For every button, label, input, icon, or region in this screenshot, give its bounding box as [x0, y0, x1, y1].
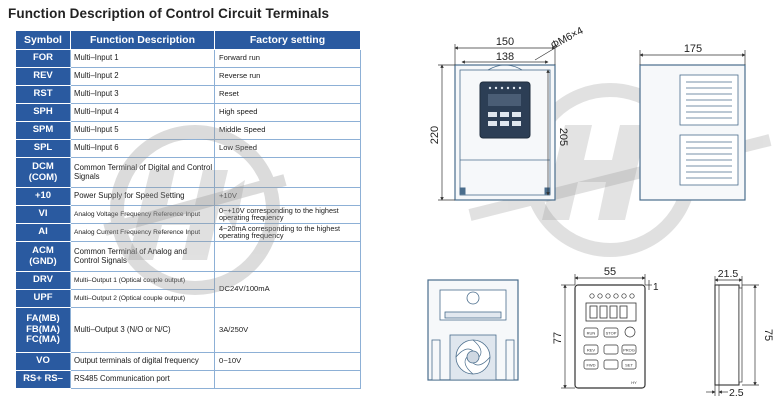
setting-cell: [215, 371, 361, 389]
terminal-table: [15, 30, 361, 389]
page-title: Function Description of Control Circuit Terminals: [8, 6, 330, 21]
symbol-cell: UPF: [16, 290, 71, 308]
function-cell: Common Terminal of Digital and Control Signals: [71, 158, 215, 188]
header-setting: Factory setting: [215, 31, 361, 50]
dim-keypad-bezel-label: 2.5: [729, 387, 744, 399]
table-row: [16, 224, 361, 242]
function-cell: Multi–Input 6: [71, 140, 215, 158]
dim-height-label: 220: [429, 125, 441, 145]
function-cell: Common Terminal of Analog and Control Signals: [71, 242, 215, 272]
keypad-side: [715, 285, 742, 385]
symbol-cell: FOR: [16, 50, 71, 68]
symbol-cell: +10: [16, 188, 71, 206]
symbol-cell: SPH: [16, 104, 71, 122]
function-cell: Multi–Input 2: [71, 68, 215, 86]
bottom-view: [428, 280, 518, 380]
setting-cell: +10V: [215, 188, 361, 206]
function-cell: Multi–Input 5: [71, 122, 215, 140]
table-row: [16, 242, 361, 272]
dim-inner-width-label: 138: [495, 51, 515, 63]
table-row: [16, 86, 361, 104]
table-row: [16, 68, 361, 86]
setting-cell: 3A/250V: [215, 308, 361, 353]
keypad-set-button: SET: [625, 362, 633, 368]
symbol-cell: REV: [16, 68, 71, 86]
function-cell: Output terminals of digital frequency: [71, 353, 215, 371]
symbol-cell: FA(MB) FB(MA) FC(MA): [16, 308, 71, 353]
symbol-cell: RS+ RS–: [16, 371, 71, 389]
function-cell: RS485 Communication port: [71, 371, 215, 389]
symbol-cell: SPM: [16, 122, 71, 140]
setting-cell: Reset: [215, 86, 361, 104]
setting-cell: 0~+10V corresponding to the highest operating frequency: [215, 206, 361, 224]
dim-width-label: 150: [495, 36, 515, 48]
keypad-front: [575, 285, 645, 388]
setting-cell: Forward run: [215, 50, 361, 68]
function-cell: Multi–Output 2 (Optical couple output): [71, 290, 215, 308]
symbol-cell: AI: [16, 224, 71, 242]
function-cell: Power Supply for Speed Setting: [71, 188, 215, 206]
dim-keypad-depth-label: 21.5: [717, 268, 739, 280]
table-row: [16, 122, 361, 140]
keypad-rev-button: REV: [586, 347, 596, 353]
setting-cell: 4~20mA corresponding to the highest operating frequency: [215, 224, 361, 242]
function-cell: Multi–Output 3 (N/O or N/C): [71, 308, 215, 353]
setting-cell: Middle Speed: [215, 122, 361, 140]
table-row: [16, 158, 361, 188]
dim-keypad-side-height-label: 75: [762, 328, 774, 342]
side-view: [640, 65, 745, 200]
header-symbol: Symbol: [16, 31, 71, 50]
header-function: Function Description: [71, 31, 215, 50]
hole-label: ΦM6×4: [548, 24, 586, 52]
setting-cell: 0~10V: [215, 353, 361, 371]
keypad-brand-label: HY: [631, 380, 637, 385]
table-row: [16, 353, 361, 371]
setting-cell: Low Speed: [215, 140, 361, 158]
symbol-cell: DCM (COM): [16, 158, 71, 188]
dim-depth-label: 175: [683, 43, 703, 55]
setting-cell: DC24V/100mA: [215, 272, 361, 308]
dim-keypad-width-label: 55: [603, 266, 617, 278]
function-cell: Analog Current Frequency Reference Input: [71, 224, 215, 242]
symbol-cell: VO: [16, 353, 71, 371]
function-cell: Analog Voltage Frequency Reference Input: [71, 206, 215, 224]
function-cell: Multi–Input 1: [71, 50, 215, 68]
table-row: [16, 50, 361, 68]
keypad-prog-button: PROG: [623, 347, 635, 353]
function-cell: Multi–Input 3: [71, 86, 215, 104]
symbol-cell: SPL: [16, 140, 71, 158]
table-row: [16, 371, 361, 389]
setting-cell: Reverse run: [215, 68, 361, 86]
dim-inner-height-label: 205: [557, 127, 569, 147]
setting-cell: [215, 242, 361, 272]
setting-cell: [215, 158, 361, 188]
table-row: [16, 206, 361, 224]
table-header-row: [16, 31, 361, 50]
keypad-stop-button: STOP: [605, 330, 617, 336]
setting-cell: High speed: [215, 104, 361, 122]
front-view: [455, 65, 555, 200]
function-cell: Multi–Input 4: [71, 104, 215, 122]
table-row: [16, 140, 361, 158]
table-row: [16, 188, 361, 206]
keypad-run-button: RUN: [586, 330, 596, 336]
function-cell: Multi–Output 1 (Optical couple output): [71, 272, 215, 290]
symbol-cell: DRV: [16, 272, 71, 290]
keypad-fwd-button: FWD: [586, 362, 596, 368]
dimension-drawings: [365, 0, 783, 408]
symbol-cell: RST: [16, 86, 71, 104]
table-row: [16, 272, 361, 290]
symbol-cell: ACM (GND): [16, 242, 71, 272]
symbol-cell: VI: [16, 206, 71, 224]
dim-keypad-height-label: 77: [552, 331, 564, 345]
table-row: [16, 308, 361, 353]
table-row: [16, 104, 361, 122]
dim-keypad-offset-label: 1: [653, 282, 659, 293]
